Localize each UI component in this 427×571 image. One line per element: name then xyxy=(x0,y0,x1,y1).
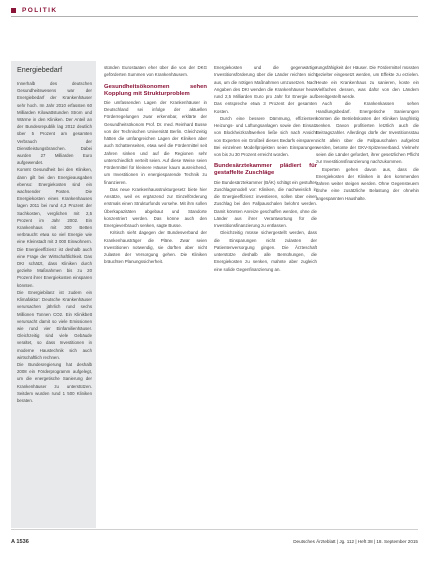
footer-divider xyxy=(11,529,418,530)
journal-citation: Deutsches Ärzteblatt | Jg. 112 | Heft 38 | 18. September 2015 xyxy=(293,539,418,544)
body-paragraph: Durch eine bessere Dämmung, effizientere Heizungs- und Lüftungsanlagen sowie den Einsatz von Blockheizkraftwerken ließe sich nach Ansicht von Experten ein Großteil dieses Bedarfs einsparen. Bei einzelnen Modellprojekten seien Einsparungen von bis zu 30 Prozent erreicht worden. xyxy=(214,115,317,157)
sidebar-paragraph: Die Bundesregierung hat deshalb 2008 ein Förderprogramm aufgelegt, um die energetische Sanierung der Krankenhäuser zu unterstützen. Seitdem wurden rund 1 500 Kliniken beraten. xyxy=(17,361,92,403)
section-label: POLITIK xyxy=(22,7,58,14)
header-divider xyxy=(11,16,418,17)
sidebar-paragraph: Die Energiebilanz ist zudem ein Klimafaktor: Deutsche Krankenhäuser verursachen jährlich rund sechs Millionen Tonnen CO2. Ein Klinikbett verursacht damit so viele Emissionen wie rund vier Einfamilienhäuser. Gleichzeitig sind viele Gebäude veraltet, so dass Investitionen in moderne Haustechnik sich auch wirtschaftlich rechnen. xyxy=(17,289,92,360)
sidebar-paragraph: Innerhalb des deutschen Gesundheitswesens war der Energiebedarf der Krankenhäuser sehr hoch. Im Jahr 2010 erfassten 60 Milliarden Kilowattstunden Strom und Wärme in den Kliniken. Der Anteil an der Bundesrepublik lag 2012 deutlich über 5 Prozent am gesamten Verbrauch der Dienstleistungsbranchen. Dabei wurden 27 Milliarden Euro aufgewendet. xyxy=(17,81,92,166)
subheading: Bundesärztekammer plädiert für gestaffelte Zuschläge xyxy=(214,163,317,177)
body-paragraph: Energiekosten und die gegenwärtige Investitionsförderung über die Länder reichten nicht aus, um die nötigen Maßnahmen umzusetzen. Nach Angaben des DKI wenden die Krankenhäuser heute rund 2,5 Milliarden Euro pro Jahr für Energie auf. Das entspreche etwa 3 Prozent der gesamten Kosten. xyxy=(214,65,317,114)
text-column-2 xyxy=(214,64,317,273)
section-marker xyxy=(11,8,16,13)
body-paragraph: Kritisch sieht dagegen der Bundesverband der Krankenhausträger die Pläne. Zwar seien Investitionen notwendig, sie dürften aber nicht zulasten der Versorgung gehen. Die Kliniken bräuchten Planungssicherheit. xyxy=(104,230,207,265)
subheading: Gesundheitsökonomen sehen Kopplung mit Strukturproblem xyxy=(104,83,207,97)
section-header xyxy=(11,7,57,14)
body-paragraph: Auch die Krankenkassen sehen Handlungsbedarf. Energetische Sanierungen könnten die Betriebskosten der Kliniken langfristig senken. Davon profitierten letztlich auch die Beitragszahler. Allerdings dürfe der Investitionsstau nicht allein über die Fallpauschalen aufgelöst werden, betonte der GKV-Spitzenverband. Vielmehr seien die Länder gefordert, ihrer gesetzlichen Pflicht zur Investitionsfinanzierung nachzukommen. xyxy=(316,101,419,165)
body-paragraph: Die umfassenden Lagen der Krankenhäuser in Deutschland sei infolge der aktuellen Förderregelungen zwar erkennbar, erklärte der Gesundheitsökonom Prof. Dr. med. Reinhard Busse von der Technischen Universität Berlin. Gleichzeitig hätten die umfangreichen Lagen der Kliniken aber auch Schattenseiten, etwa weil die Fördermittel seit Jahren sinken und auf die Regionen sehr unterschiedlich verteilt seien. Auf diese Weise seien Fördermittel für kleinere Häuser kaum ausreichend, um Investitionen in energiesparende Technik zu finanzieren. xyxy=(104,99,207,185)
body-paragraph: stünden Eurostaaten eher über die von der DKG geförderten Summen von Krankenhäusern. xyxy=(104,65,207,78)
sidebar-body xyxy=(17,80,92,404)
page-number: A 1536 xyxy=(11,539,29,545)
body-paragraph: Die Bundesärztekammer (BÄK) schlägt ein gestuftes Zuschlagsmodell vor: Kliniken, die nachweislich in die Energieeffizienz investieren, sollen über einen Zuschlag bei den Fallpauschalen belohnt werden. Damit könnten Anreize geschaffen werden, ohne die Länder aus ihrer Verantwortung für die Investitionsfinanzierung zu entlassen. xyxy=(214,179,317,229)
body-paragraph: Experten gehen davon aus, dass die Energiekosten der Kliniken in den kommenden Jahren weiter steigen werden. Ohne Gegensteuern drohe eine zusätzliche Belastung der ohnehin angespannten Haushalte. xyxy=(316,166,419,201)
sidebar-title: Energiebedarf xyxy=(17,65,63,74)
text-column-3 xyxy=(316,64,419,202)
body-paragraph: Das neue Krankenhausstrukturgesetz biete hier Ansätze, weil es ergänzend zur Einzelförderung erstmals einen Strukturfonds vorsehe. Mit ihm sollen Überkapazitäten abgebaut und Standorte konzentriert werden. Das könne auch den Energieverbrauch senken, sagte Busse. xyxy=(104,186,207,229)
body-paragraph: rungsfähigkeit der Häuser. Die Fördermittel müssten gezielter eingesetzt werden, um Effekte zu erzielen. Heute ein Krankenhaus zu sanieren, koste ein Vielfaches dessen, was dafür von den Ländern bereitgestellt werde. xyxy=(316,65,419,99)
text-column-1 xyxy=(104,64,207,266)
body-paragraph: Gleichzeitig müsse sichergestellt werden, dass die Einsparungen nicht zulasten der Patientenversorgung gingen. Die Ärzteschaft unterstütze deshalb alle Bemühungen, die Energiekosten zu senken, mahnte aber zugleich eine solide Gegenfinanzierung an. xyxy=(214,230,317,272)
sidebar-paragraph: Kommt Gesundheit bei den Kliniken, dann gilt bei den Energieausgaben ebenso: Energiekosten sind ein wachsender Posten. Die Energiekosten eines Krankenhauses lagen 2011 bei rund 4,3 Prozent der Sachkosten, verglichen mit 2,5 Prozent im Jahr 2002. Ein Krankenhaus mit 300 Betten verbraucht etwa so viel Energie wie eine Kleinstadt mit 3 000 Einwohnern. Die Energieeffizienz ist deshalb auch eine Frage der Wirtschaftlichkeit. Das DKI schätzt, dass Kliniken durch gezielte Maßnahmen bis zu 20 Prozent ihrer Energiekosten einsparen könnten. xyxy=(17,167,92,288)
sidebar-box xyxy=(11,61,96,528)
